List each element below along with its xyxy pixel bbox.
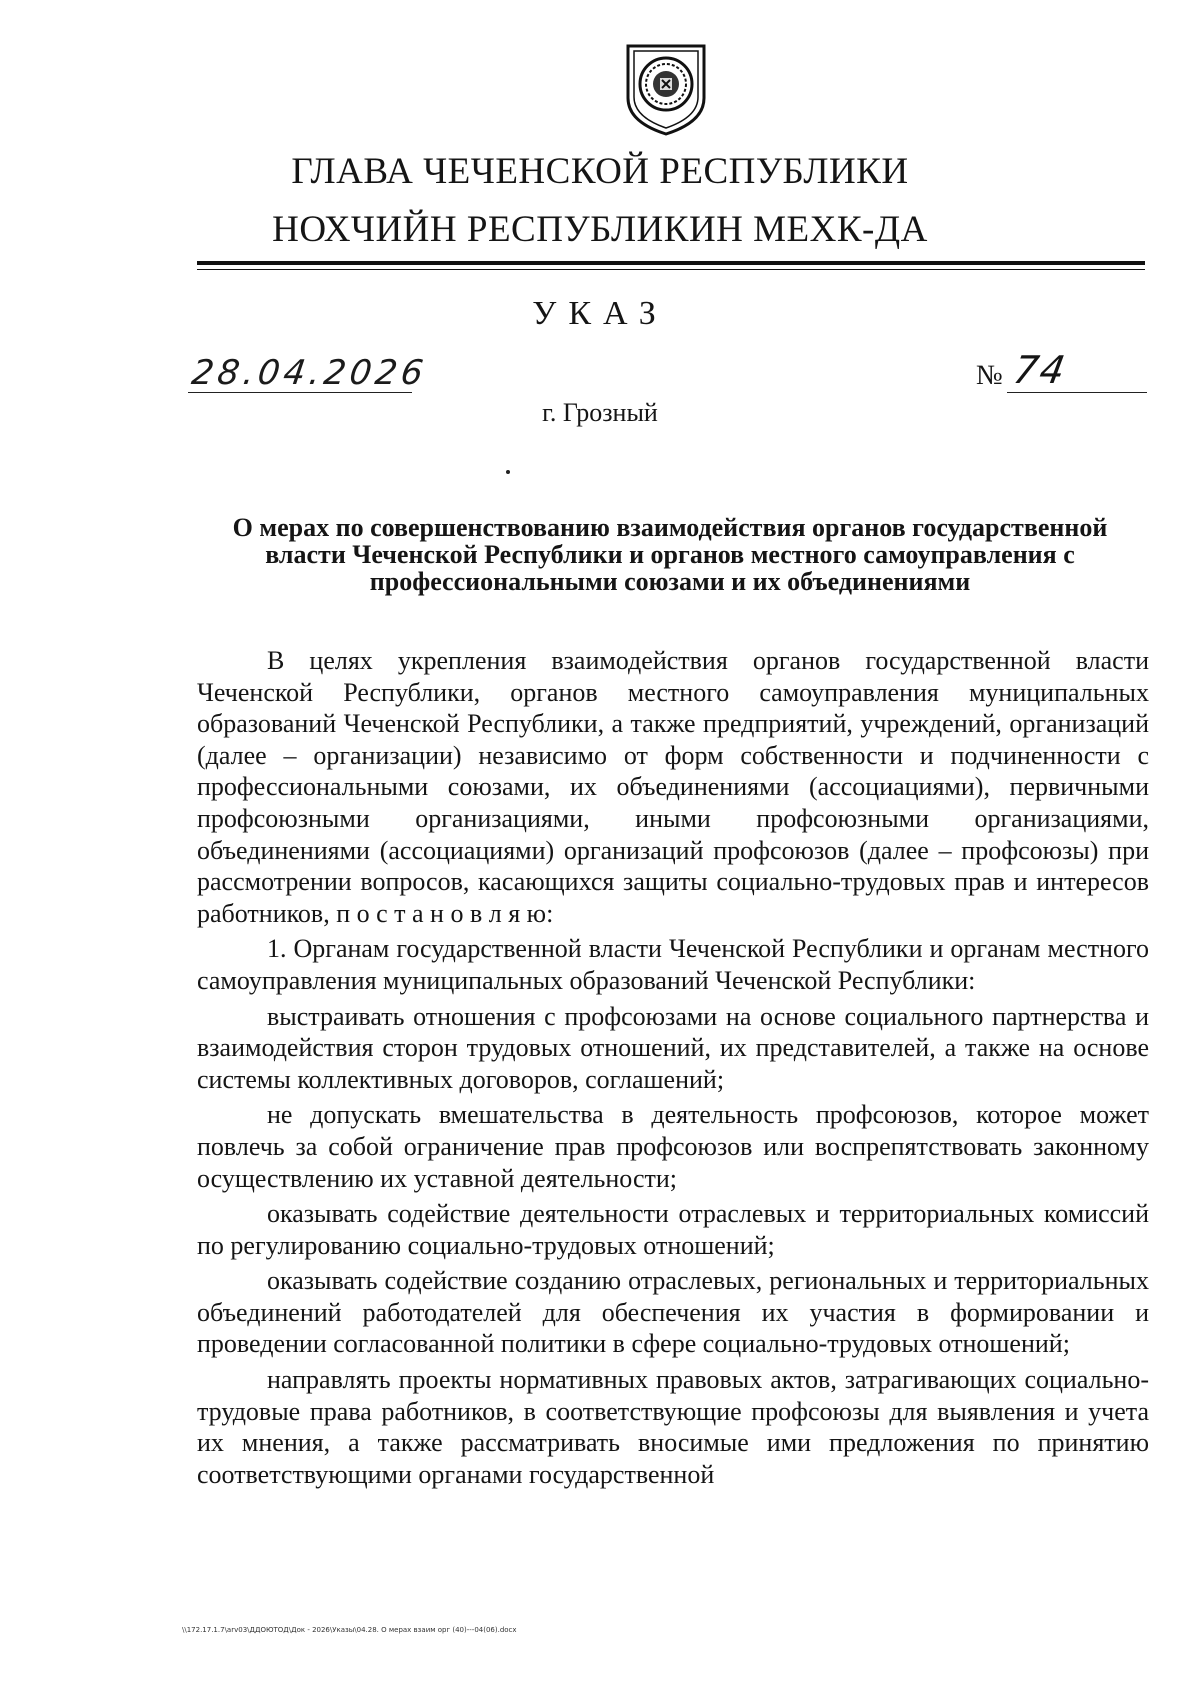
header-line-2: НОХЧИЙН РЕСПУБЛИКИН МЕХК-ДА (272, 209, 928, 250)
paragraph-preamble: В целях укрепления взаимодействия органов государственной власти Чеченской Республики, органов местного самоуправления муниципальных образований Чеченской Республики, а также предприятий, учреждений, организаций (далее – организации) независимо от форм собственности и подчиненности с профессиональными союзами, их объединениями (ассоциациями), первичными профсоюзными организациями, иными профсоюзными организациями, объединениями (ассоциациями) организаций профсоюзов (далее – профсоюзы) при рассмотрении вопросов, касающихся защиты социально-трудовых прав и интересов работников, п о с т а н о в л я ю: (197, 646, 1149, 928)
header-rule-thick (197, 261, 1145, 265)
header-rule-thin (197, 269, 1145, 270)
coat-of-arms-emblem (620, 40, 712, 138)
file-path-footer: \\172.17.1.7\arv03\ДДОЮТОД\Док - 2026\Указы\04.28. О мерах взаим орг (40)---04(06).docx (182, 1626, 517, 1634)
paragraph: направлять проекты нормативных правовых актов, затрагивающих социально-трудовые права работников, в соответствующие профсоюзы для выявления и учета их мнения, а также рассматривать вносимые ими предложения по принятию соответствующими органами государственной (197, 1365, 1149, 1489)
paragraph: выстраивать отношения с профсоюзами на основе социального партнерства и взаимодействия сторон трудовых отношений, их представителей, а также на основе системы коллективных договоров, соглашений; (197, 1001, 1149, 1094)
date-underline (188, 392, 412, 393)
paragraph-item-1: 1. Органам государственной власти Чеченской Республики и органам местного самоуправления муниципальных образований Чеченской Республики: (197, 934, 1149, 995)
paragraph: оказывать содействие деятельности отраслевых и территориальных комиссий по регулированию социально-трудовых отношений; (197, 1199, 1149, 1260)
city: г. Грозный (542, 398, 658, 427)
number-sign: № (976, 360, 1003, 391)
decree-title: О мерах по совершенствованию взаимодействия органов государственной власти Чеченской Республики и органов местного самоуправления с профессиональными союзами и их объединениями (232, 513, 1108, 596)
stray-dot (506, 470, 510, 474)
paragraph: не допускать вмешательства в деятельность профсоюзов, которое может повлечь за собой ограничение прав профсоюзов или воспрепятствовать законному осуществлению их уставной деятельности; (197, 1100, 1149, 1193)
handwritten-date: 28.04.2026 (189, 353, 430, 393)
handwritten-number: 74 (1010, 348, 1071, 392)
decree-body (197, 645, 1149, 1490)
document-type: УКАЗ (532, 295, 668, 332)
number-underline (1007, 392, 1147, 393)
header-line-1: ГЛАВА ЧЕЧЕНСКОЙ РЕСПУБЛИКИ (291, 151, 909, 192)
paragraph: оказывать содействие созданию отраслевых, региональных и территориальных объединений работодателей для обеспечения их участия в формировании и проведении согласованной политики в сфере социально-трудовых отношений; (197, 1266, 1149, 1359)
